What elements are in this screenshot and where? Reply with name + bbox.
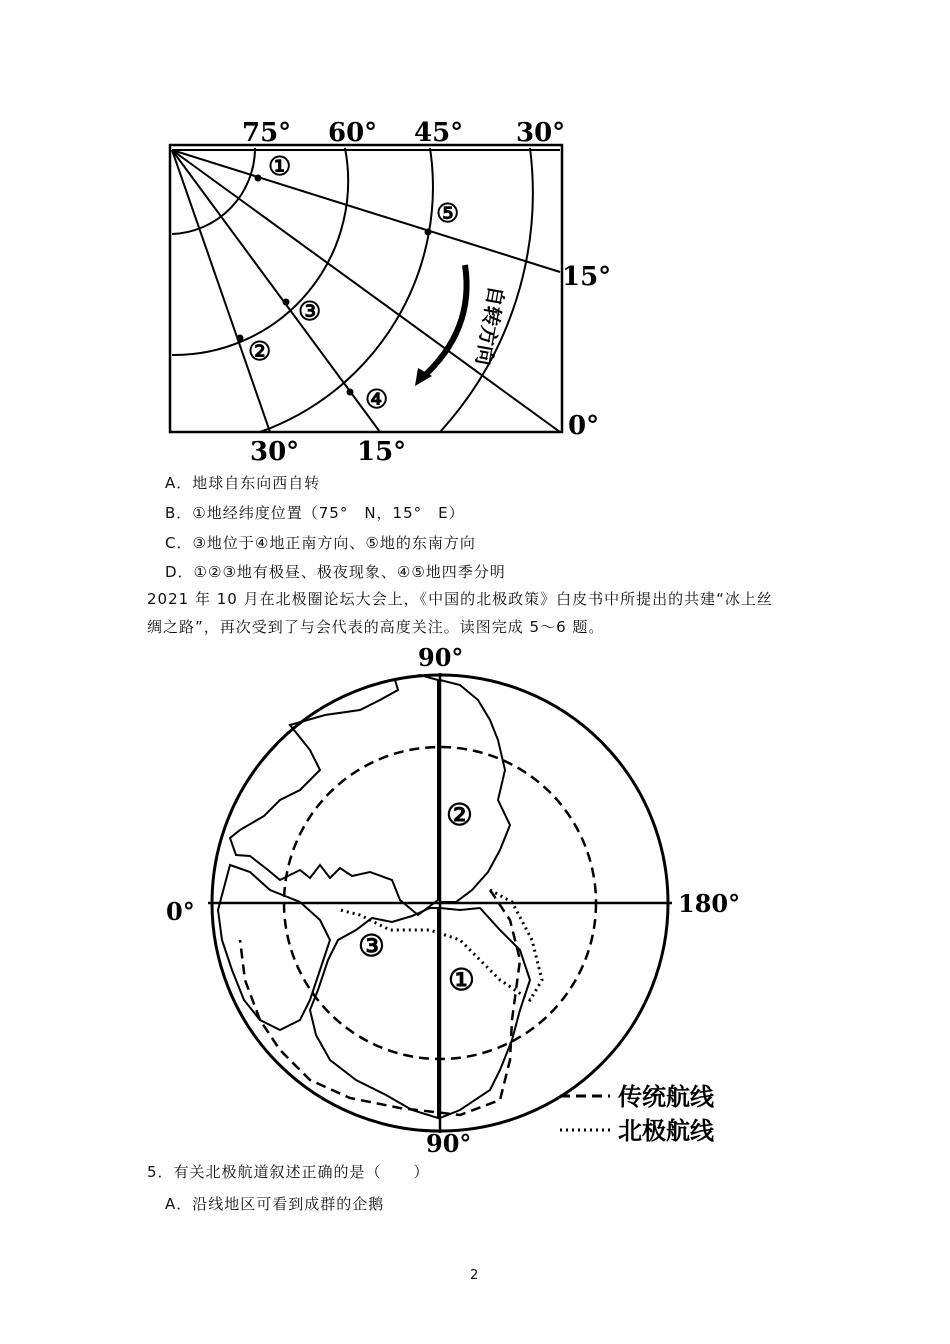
point-3-dot	[283, 299, 290, 306]
question-5-stem: 5．有关北极航道叙述正确的是（ ）	[147, 1163, 430, 1181]
right-label-15: 15°	[562, 262, 612, 292]
intro-line-1: 2021 年 10 月在北极圈论坛大会上，《中国的北极政策》白皮书中所提出的共建“冰上丝	[147, 590, 773, 608]
point-2-label: ②	[248, 337, 272, 367]
landmass-eurasia-west	[230, 675, 438, 915]
map-label-right: 180°	[678, 889, 741, 918]
top-label-30: 30°	[516, 118, 566, 148]
top-label-60: 60°	[328, 118, 378, 148]
meridian-30	[172, 150, 270, 432]
landmass-eurasia-east	[440, 680, 510, 902]
question-5-option-a: A．沿线地区可看到成群的企鹅	[165, 1195, 385, 1213]
bottom-label-30: 30°	[250, 437, 300, 467]
option-c: C．③地位于④地正南方向、⑤地的东南方向	[165, 534, 476, 552]
map-point-2: ②	[446, 798, 473, 833]
point-1-dot	[255, 175, 262, 182]
point-5-dot	[425, 229, 432, 236]
map-point-3: ③	[358, 929, 385, 964]
top-label-45: 45°	[414, 118, 464, 148]
latitude-arc-75	[172, 148, 255, 234]
point-4-dot	[347, 389, 354, 396]
intro-line-2: 绸之路”，再次受到了与会代表的高度关注。读图完成 5～6 题。	[147, 618, 605, 636]
latitude-arc-45	[260, 148, 433, 432]
legend-arctic-label: 北极航线	[618, 1116, 714, 1145]
point-5-label: ⑤	[436, 199, 460, 229]
top-label-75: 75°	[242, 118, 292, 148]
map-label-bottom: 90°	[426, 1129, 472, 1158]
map-label-top: 90°	[418, 643, 464, 672]
map-point-1: ①	[448, 963, 475, 998]
point-1-label: ①	[268, 152, 292, 182]
meridian-15-right	[172, 150, 560, 272]
legend-traditional-label: 传统航线	[618, 1082, 714, 1111]
option-b: B．①地经纬度位置（75° N，15° E）	[165, 504, 465, 522]
traditional-route	[240, 890, 520, 1115]
point-2-dot	[237, 335, 244, 342]
option-a: A．地球自东向西自转	[165, 474, 321, 492]
option-d: D．①②③地有极昼、极夜现象、④⑤地四季分明	[165, 563, 506, 581]
map-label-left: 0°	[166, 897, 195, 926]
bottom-label-15: 15°	[357, 437, 407, 467]
point-4-label: ④	[365, 385, 389, 415]
bottom-label-0: 0°	[568, 411, 600, 441]
polar-grid-diagram	[160, 110, 630, 470]
arctic-map	[160, 640, 750, 1160]
rotation-direction-label: 自转方向	[471, 284, 509, 368]
point-3-label: ③	[298, 297, 322, 327]
page-number: 2	[470, 1268, 479, 1283]
rotation-arrow-shaft	[422, 265, 467, 378]
landmass-north-america-east	[440, 908, 530, 1118]
